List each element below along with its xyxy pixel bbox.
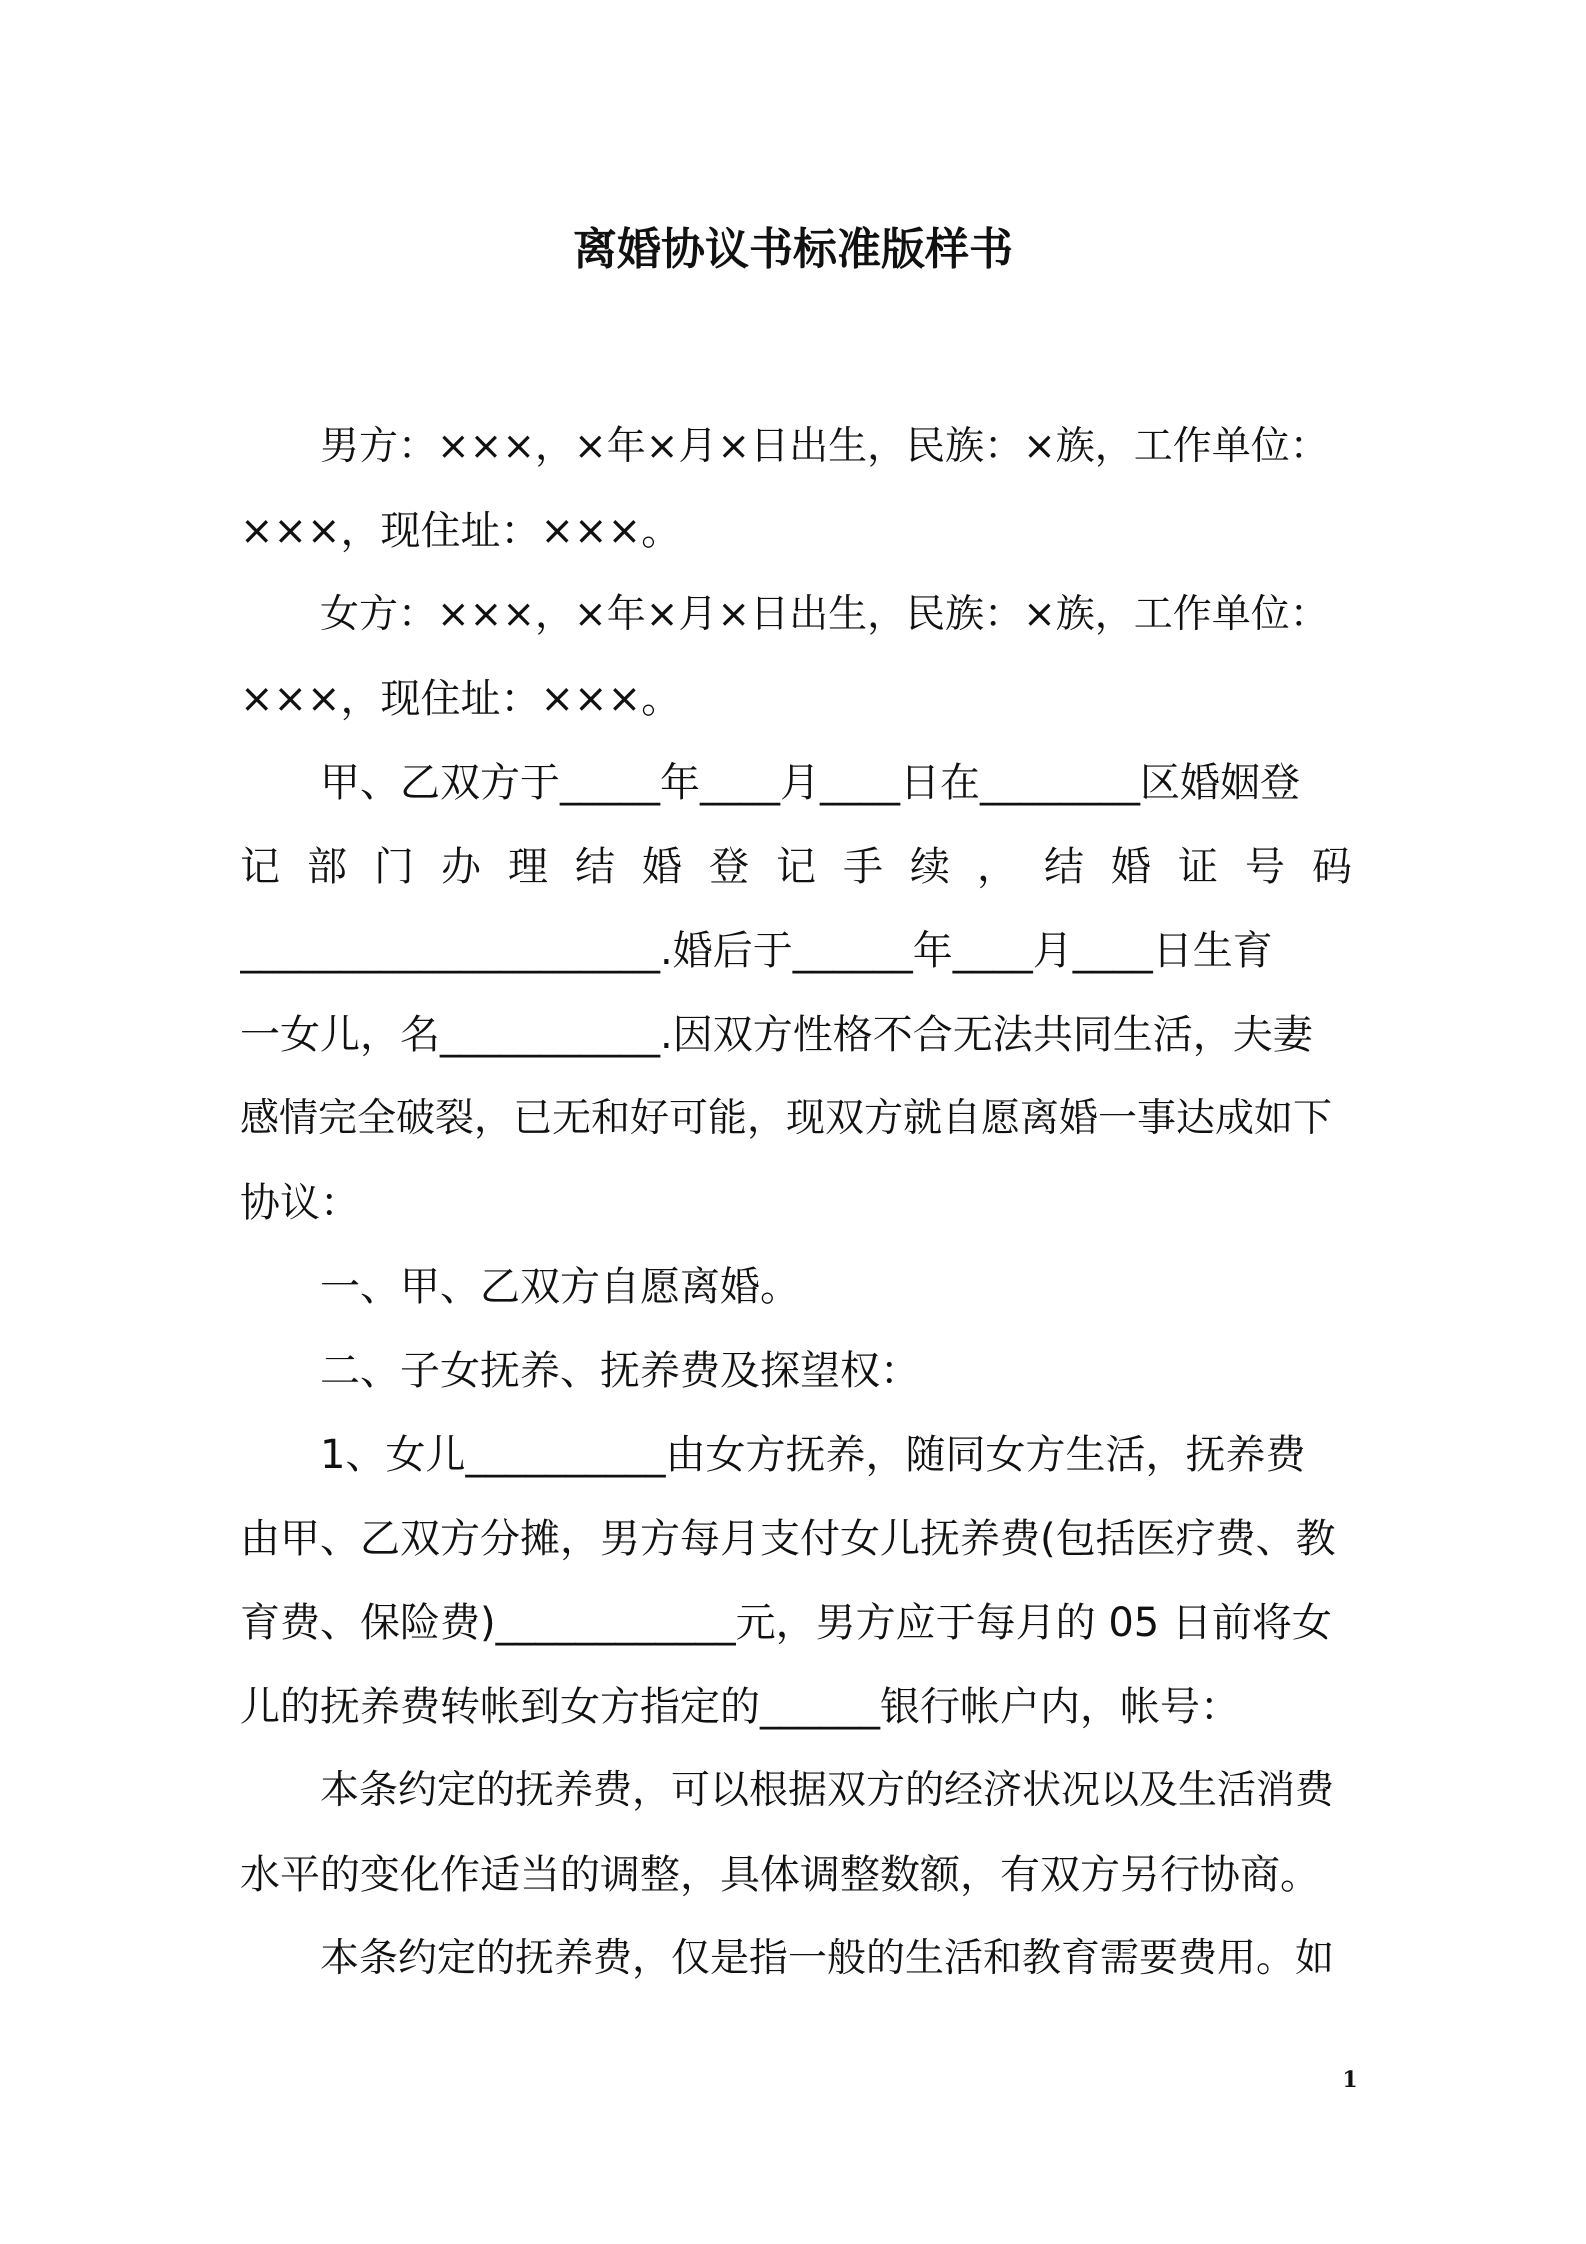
paragraph-line: 甲、乙双方于_____年____月____日在________区婚姻登	[320, 760, 1300, 806]
paragraph-line: 育费、保险费)____________元，男方应于每月的 05 日前将女	[240, 1600, 1332, 1646]
paragraph-line: 儿的抚养费转帐到女方指定的______银行帐户内，帐号：	[240, 1684, 1240, 1730]
page-number: 1	[1342, 2067, 1358, 2093]
paragraph-line: 一女儿，名___________.因双方性格不合无法共同生活，夫妻	[240, 1012, 1313, 1058]
paragraph-line: 由甲、乙双方分摊，男方每月支付女儿抚养费(包括医疗费、教	[240, 1516, 1336, 1562]
paragraph-line: 协议：	[240, 1180, 360, 1226]
paragraph-line: 感情完全破裂，已无和好可能，现双方就自愿离婚一事达成如下	[240, 1096, 1333, 1141]
paragraph-line: 本条约定的抚养费，仅是指一般的生活和教育需要费用。如	[320, 1936, 1335, 1981]
paragraph-line: ×××，现住址：×××。	[240, 676, 682, 722]
paragraph-line: 男方：×××，×年×月×日出生，民族：×族，工作单位：	[320, 424, 1329, 469]
paragraph-line: 一、甲、乙双方自愿离婚。	[320, 1264, 800, 1310]
paragraph-line: 二、子女抚养、抚养费及探望权：	[320, 1348, 920, 1394]
paragraph-line: 记部门办理结婚登记手续，结婚证号码	[240, 844, 1352, 890]
paragraph-line: 1、女儿__________由女方抚养，随同女方生活，抚养费	[320, 1432, 1306, 1478]
paragraph-line: 女方：×××，×年×月×日出生，民族：×族，工作单位：	[320, 592, 1329, 637]
document-title: 离婚协议书标准版样书	[573, 224, 1013, 275]
paragraph-line: ×××，现住址：×××。	[240, 508, 682, 554]
paragraph-line: 水平的变化作适当的调整，具体调整数额，有双方另行协商。	[240, 1852, 1320, 1898]
paragraph-line: _____________________.婚后于______年____月____日生育	[240, 928, 1273, 974]
paragraph-line: 本条约定的抚养费，可以根据双方的经济状况以及生活消费	[320, 1768, 1335, 1813]
document-body	[240, 405, 1352, 2001]
